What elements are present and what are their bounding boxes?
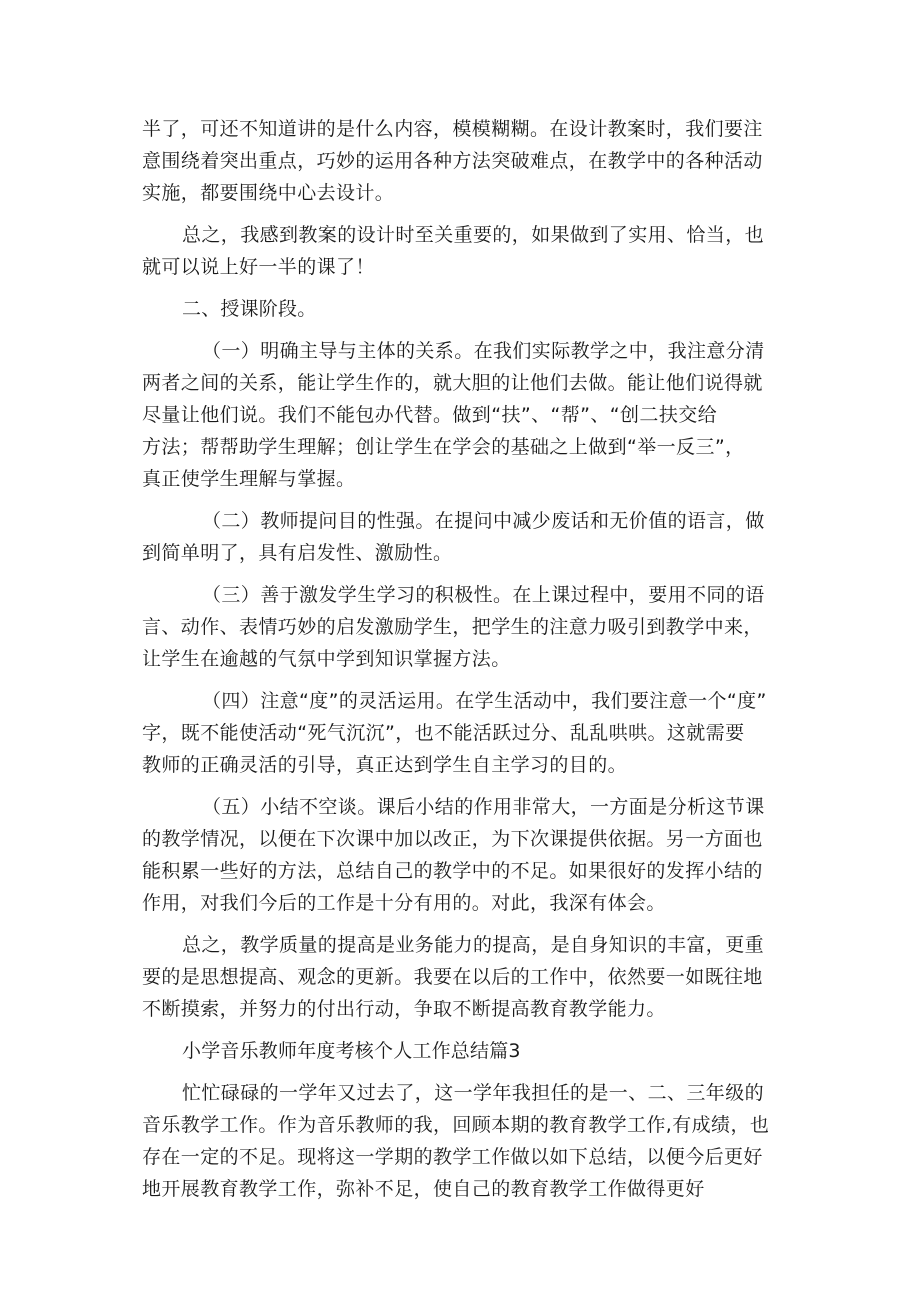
text-line: 能积累一些好的方法，总结自己的教学中的不足。如果很好的发挥小结的	[142, 860, 763, 882]
text-line: 方法；帮帮助学生理解；创让学生在学会的基础之上做到“举一反三”，	[142, 436, 745, 458]
text-line: 要的是思想提高、观念的更新。我要在以后的工作中，依然要一如既往地	[142, 966, 763, 988]
text-line: 作用，对我们今后的工作是十分有用的。对此，我深有体会。	[142, 892, 666, 914]
text-line: 不断摸索，并努力的付出行动，争取不断提高教育教学能力。	[142, 998, 666, 1020]
paragraph-first-line: 总之，我感到教案的设计时至关重要的，如果做到了实用、恰当，也	[182, 224, 765, 246]
paragraph-first-line: （四）注意“度”的灵活运用。在学生活动中，我们要注意一个“度”	[202, 690, 767, 712]
text-line: 尽量让他们说。我们不能包办代替。做到“扶”、“帮”、“创二扶交给	[142, 404, 718, 426]
text-line: 音乐教学工作。作为音乐教师的我，回顾本期的教育教学工作,有成绩，也	[142, 1114, 770, 1136]
text-line: 存在一定的不足。现将这一学期的教学工作做以如下总结，以便今后更好	[142, 1146, 763, 1168]
text-line: 字，既不能使活动“死气沉沉”，也不能活跃过分、乱乱哄哄。这就需要	[142, 722, 745, 744]
text-line: 实施，都要围绕中心去设计。	[142, 182, 395, 204]
article-title: 小学音乐教师年度考核个人工作总结篇3	[182, 1040, 521, 1062]
text-line: 的教学情况，以便在下次课中加以改正，为下次课提供依据。另一方面也	[142, 828, 763, 850]
paragraph-first-line: 忙忙碌碌的一学年又过去了，这一学年我担任的是一、二、三年级的	[182, 1082, 765, 1104]
paragraph-first-line: （二）教师提问目的性强。在提问中减少废话和无价值的语言，做	[202, 510, 765, 532]
text-line: 到简单明了，具有启发性、激励性。	[142, 542, 453, 564]
text-line: 地开展教育教学工作，弥补不足，使自己的教育教学工作做得更好	[142, 1178, 705, 1200]
paragraph-first-line: （五）小结不空谈。课后小结的作用非常大，一方面是分析这节课	[202, 796, 765, 818]
document-body	[142, 113, 782, 1205]
text-line: 两者之间的关系，能让学生作的，就大胆的让他们去做。能让他们说得就	[142, 372, 763, 394]
text-line: 真正使学生理解与掌握。	[142, 468, 356, 490]
paragraph-first-line: 总之，教学质量的提高是业务能力的提高，是自身知识的丰富，更重	[182, 934, 765, 956]
text-line: 就可以说上好一半的课了！	[142, 256, 375, 278]
section-heading: 二、授课阶段。	[182, 298, 317, 320]
text-line: 半了，可还不知道讲的是什么内容，模模糊糊。在设计教案时，我们要注	[142, 118, 763, 140]
paragraph-first-line: （三）善于激发学生学习的积极性。在上课过程中，要用不同的语	[202, 584, 765, 606]
paragraph-first-line: （一）明确主导与主体的关系。在我们实际教学之中，我注意分清	[202, 340, 765, 362]
text-line: 让学生在逾越的气氛中学到知识掌握方法。	[142, 648, 511, 670]
text-line: 意围绕着突出重点，巧妙的运用各种方法突破难点，在教学中的各种活动	[142, 150, 763, 172]
text-line: 教师的正确灵活的引导，真正达到学生自主学习的目的。	[142, 754, 628, 776]
text-line: 言、动作、表情巧妙的启发激励学生，把学生的注意力吸引到教学中来，	[142, 616, 763, 638]
